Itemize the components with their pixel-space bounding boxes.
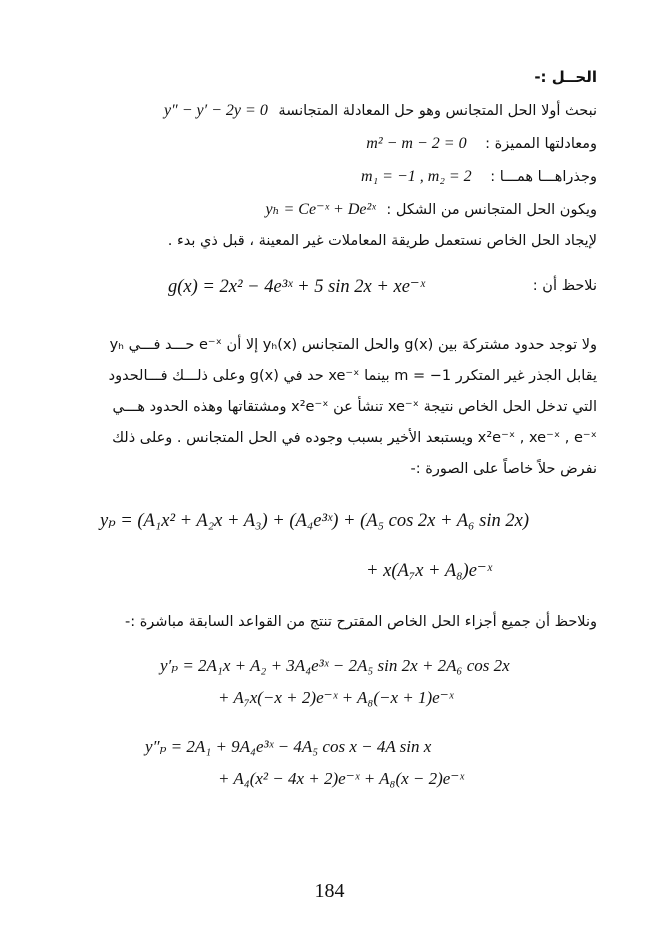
- first-derivative-line-2: + A₇x(−x + 2)e⁻ˣ + A₈(−x + 1)e⁻ˣ: [218, 688, 454, 707]
- characteristic-text: ومعادلتها المميزة :: [485, 136, 597, 152]
- second-derivative-line-2: + A₄(x² − 4x + 2)e⁻ˣ + A₈(x − 2)e⁻ˣ: [218, 769, 465, 788]
- particular-solution-line-1: yₚ = (A₁x² + A₂x + A₃) + (A₄e³ˣ) + (A₅ cos 2x + A₆ sin 2x): [100, 511, 529, 531]
- characteristic-line: [366, 134, 597, 153]
- homogeneous-intro-line: [164, 101, 597, 120]
- homogeneous-solution: yₕ = Ce⁻ˣ + De²ˣ: [265, 201, 376, 218]
- roots-line: [361, 167, 597, 186]
- gx-equation: g(x) = 2x² − 4e³ˣ + 5 sin 2x + xe⁻ˣ: [168, 277, 425, 297]
- homogeneous-intro-text: نبحث أولا الحل المتجانس وهو حل المعادلة المتجانسة: [278, 103, 597, 119]
- homogeneous-equation: y″ − y′ − 2y = 0: [163, 102, 268, 119]
- second-derivative-line-1: y″ₚ = 2A₁ + 9A₄e³ˣ − 4A₅ cos x − 4A sin x: [145, 737, 432, 756]
- page-number: 184: [314, 880, 345, 902]
- para-line-4: x²e⁻ˣ , xe⁻ˣ , e⁻ˣ ويستبعد الأخير بسبب وجوده في الحل المتجانس . وعلى ذلك: [112, 430, 597, 446]
- solution-heading: الحــل :-: [534, 68, 597, 86]
- roots-text: وجذراهـــا همـــا :: [490, 169, 597, 185]
- para-line-2: يقابل الجذر غير المتكرر m = −1 بينما xe⁻ˣ حد في g(x) وعلى ذلـــك فـــالحدود: [108, 368, 597, 384]
- first-derivative-line-1: y′ₚ = 2A₁x + A₂ + 3A₄e³ˣ − 2A₅ sin 2x + 2A₆ cos 2x: [160, 656, 510, 675]
- homogeneous-solution-text: ويكون الحل المتجانس من الشكل :: [386, 202, 597, 218]
- para-line-1: ولا توجد حدود مشتركة بين g(x) والحل المتجانس yₕ(x) إلا أن e⁻ˣ حـــد فـــي yₕ: [109, 337, 597, 353]
- homogeneous-solution-line: [265, 200, 597, 219]
- particular-solution-line-2: + x(A₇x + A₈)e⁻ˣ: [366, 561, 492, 581]
- roots-values: m₁ = −1 , m₂ = 2: [361, 168, 472, 185]
- para-line-3: التي تدخل الحل الخاص نتيجة xe⁻ˣ تنشأ عن x²e⁻ˣ ومشتقاتها وهذه الحدود هـــي: [112, 399, 597, 415]
- para-line-5: نفرض حلاً خاصاً على الصورة :-: [410, 461, 597, 477]
- characteristic-equation: m² − m − 2 = 0: [366, 135, 467, 152]
- method-line: لإيجاد الحل الخاص نستعمل طريقة المعاملات غير المعينة ، قبل ذي بدء .: [167, 233, 597, 249]
- gx-text: نلاحظ أن :: [532, 278, 597, 294]
- derivatives-intro: ونلاحظ أن جميع أجزاء الحل الخاص المقترح تنتج من القواعد السابقة مباشرة :-: [124, 614, 597, 630]
